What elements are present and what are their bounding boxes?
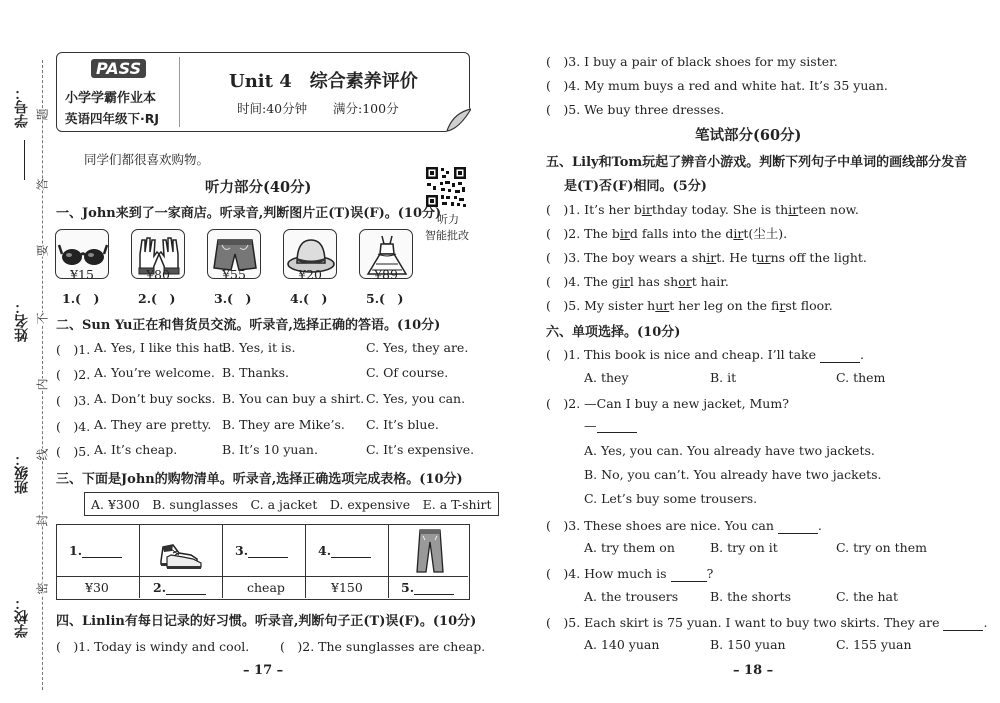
table-cell: ¥30 bbox=[85, 580, 109, 595]
student-id-line bbox=[24, 140, 25, 180]
section3-title: 三、下面是John的购物清单。听录音,选择正确选项完成表格。(10分) bbox=[56, 472, 463, 487]
price-3: ¥55 bbox=[222, 267, 246, 282]
shopping-table bbox=[56, 524, 470, 600]
blank-line bbox=[414, 582, 454, 595]
blank-line bbox=[166, 582, 206, 595]
s2-q4-a: A. They are pretty. bbox=[94, 417, 212, 432]
intro-text: 同学们都很喜欢购物。 bbox=[84, 152, 210, 167]
table-cell: cheap bbox=[247, 580, 285, 595]
s6-q1-b: B. it bbox=[710, 370, 737, 385]
blank-line bbox=[943, 618, 983, 631]
section1-title: 一、John来到了一家商店。听录音,判断图片正(T)误(F)。(10分) bbox=[56, 206, 442, 221]
s2-q3-c: C. Yes, you can. bbox=[366, 391, 466, 406]
s2-q5-a: A. It’s cheap. bbox=[94, 442, 178, 457]
section6-title: 六、单项选择。(10分) bbox=[546, 325, 681, 340]
price-5: ¥89 bbox=[374, 267, 398, 282]
seal-char: 要 bbox=[35, 244, 50, 257]
table-cell[interactable] bbox=[69, 543, 122, 558]
qr-caption-1: 听力 bbox=[437, 213, 459, 226]
s2-q2-a: A. You’re welcome. bbox=[94, 365, 215, 380]
sneakers-icon bbox=[157, 531, 205, 571]
cell-number: 1. bbox=[69, 543, 83, 558]
s6-q4-a: A. the trousers bbox=[584, 589, 679, 604]
seal-char: 密 bbox=[35, 582, 50, 595]
answer-slot-1[interactable]: 1.( ) bbox=[62, 291, 100, 306]
price-1: ¥15 bbox=[70, 267, 94, 282]
table-cell[interactable] bbox=[401, 580, 454, 595]
table-row-divider bbox=[57, 576, 468, 577]
s2-q2-c: C. Of course. bbox=[366, 365, 449, 380]
s4-q2[interactable]: ( )2. The sunglasses are cheap. bbox=[280, 639, 486, 654]
s6-q1[interactable]: ( )1. This book is nice and cheap. I’ll take . bbox=[546, 347, 864, 362]
s2-q5-c: C. It’s expensive. bbox=[366, 442, 475, 457]
qr-caption-2: 智能批改 bbox=[425, 229, 469, 242]
answer-slot-5[interactable]: 5.( ) bbox=[366, 291, 404, 306]
blank-line bbox=[671, 569, 707, 582]
table-col-divider bbox=[388, 525, 389, 598]
class-label: 班级： bbox=[14, 452, 30, 494]
seal-char: 封 bbox=[35, 514, 50, 527]
student-id-label: 学号： bbox=[14, 86, 30, 128]
name-label: 姓名： bbox=[14, 300, 30, 342]
time-limit: 时间:40分钟 bbox=[237, 101, 308, 116]
school-label: 学校： bbox=[14, 596, 30, 638]
price-4: ¥20 bbox=[298, 267, 322, 282]
s2-q1-num[interactable]: ( )1. bbox=[56, 342, 91, 357]
s2-q2-b: B. Thanks. bbox=[222, 365, 289, 380]
brand-name: 小学学霸作业本 bbox=[65, 91, 157, 106]
grade-label: 英语四年级下·RJ bbox=[65, 111, 160, 126]
s4-q4[interactable]: ( )4. My mum buys a red and white hat. It’s 35 yuan. bbox=[546, 78, 888, 93]
underlined-sound: ir bbox=[706, 250, 717, 265]
answer-slot-4[interactable]: 4.( ) bbox=[290, 291, 328, 306]
pass-logo: PASS bbox=[91, 59, 146, 78]
cell-number: 4. bbox=[318, 543, 332, 558]
s2-q3-a: A. Don’t buy socks. bbox=[94, 391, 216, 406]
seal-char: 题 bbox=[35, 108, 50, 121]
cell-number: 3. bbox=[235, 543, 249, 558]
table-cell[interactable] bbox=[235, 543, 288, 558]
answer-slot-2[interactable]: 2.( ) bbox=[138, 291, 176, 306]
s6-q4[interactable]: ( )4. How much is ? bbox=[546, 566, 714, 581]
header-divider bbox=[179, 57, 180, 127]
s2-q3-num[interactable]: ( )3. bbox=[56, 393, 91, 408]
table-cell[interactable] bbox=[318, 543, 371, 558]
underlined-sound: ir bbox=[733, 226, 744, 241]
s6-q5-b: B. 150 yuan bbox=[710, 637, 786, 652]
blank-line bbox=[248, 545, 288, 558]
s5-row-2[interactable]: ( )2. The bird falls into the dirt(尘土). bbox=[546, 226, 788, 241]
s2-q5-num[interactable]: ( )5. bbox=[56, 444, 91, 459]
header-box bbox=[56, 52, 470, 132]
underlined-sound: ir bbox=[619, 226, 630, 241]
s5-row-4[interactable]: ( )4. The girl has short hair. bbox=[546, 274, 729, 289]
s5-row-5[interactable]: ( )5. My sister hurt her leg on the first floor. bbox=[546, 298, 833, 313]
s2-q2-num[interactable]: ( )2. bbox=[56, 367, 91, 382]
cell-number: 5. bbox=[401, 580, 415, 595]
s4-q5[interactable]: ( )5. We buy three dresses. bbox=[546, 102, 725, 117]
s2-q5-b: B. It’s 10 yuan. bbox=[222, 442, 318, 457]
section5-title-line2: 是(T)否(F)相同。(5分) bbox=[564, 179, 707, 194]
seal-char: 线 bbox=[35, 448, 50, 461]
blank-line bbox=[82, 545, 122, 558]
s2-q4-c: C. It’s blue. bbox=[366, 417, 439, 432]
s6-q3-a: A. try them on bbox=[584, 540, 675, 555]
s6-q2-a: A. Yes, you can. You already have two jackets. bbox=[584, 443, 875, 458]
options-box: A. ¥300 B. sunglasses C. a jacket D. expensive E. a T-shirt bbox=[84, 492, 499, 516]
underlined-sound: ur bbox=[756, 250, 771, 265]
s6-q2-b: B. No, you can’t. You already have two jackets. bbox=[584, 467, 882, 482]
s5-row-1[interactable]: ( )1. It’s her birthday today. She is thirteen now. bbox=[546, 202, 859, 217]
binding-line bbox=[42, 60, 43, 690]
price-2: ¥80 bbox=[146, 267, 170, 282]
underlined-sound: ir bbox=[779, 298, 786, 313]
s6-q4-c: C. the hat bbox=[836, 589, 899, 604]
s6-q1-c: C. them bbox=[836, 370, 886, 385]
page-number-left: – 17 – bbox=[243, 663, 284, 678]
underlined-sound: or bbox=[678, 274, 692, 289]
underlined-sound: ir bbox=[619, 274, 630, 289]
full-score: 满分:100分 bbox=[333, 101, 399, 116]
s5-row-3[interactable]: ( )3. The boy wears a shirt. He turns off the light. bbox=[546, 250, 867, 265]
s2-q3-b: B. You can buy a shirt. bbox=[222, 391, 365, 406]
jeans-icon bbox=[415, 528, 445, 574]
listening-title: 听力部分(40分) bbox=[205, 179, 312, 196]
section2-title: 二、Sun Yu正在和售货员交流。听录音,选择正确的答语。(10分) bbox=[56, 318, 441, 333]
table-col-divider bbox=[222, 525, 223, 598]
seal-char: 内 bbox=[35, 378, 50, 391]
s2-q4-b: B. They are Mike’s. bbox=[222, 417, 345, 432]
s6-q1-a: A. they bbox=[584, 370, 629, 385]
page-title: Unit 4 综合素养评价 bbox=[229, 71, 418, 92]
answer-slot-3[interactable]: 3.( ) bbox=[214, 291, 252, 306]
blank-line bbox=[820, 350, 860, 363]
blank-line bbox=[597, 420, 637, 433]
s6-q3-b: B. try on it bbox=[710, 540, 778, 555]
s4-q3[interactable]: ( )3. I buy a pair of black shoes for my sister. bbox=[546, 54, 838, 69]
s6-q2-c: C. Let’s buy some trousers. bbox=[584, 491, 758, 506]
s6-q3[interactable]: ( )3. These shoes are nice. You can . bbox=[546, 518, 822, 533]
section5-title-line1: 五、Lily和Tom玩起了辨音小游戏。判断下列句子中单词的画线部分发音 bbox=[546, 155, 968, 170]
s6-q5[interactable]: ( )5. Each skirt is 75 yuan. I want to buy two skirts. They are . bbox=[546, 615, 988, 630]
s6-q2-answer[interactable]: — bbox=[584, 418, 637, 433]
table-cell: ¥150 bbox=[331, 580, 363, 595]
page-curl-icon bbox=[445, 107, 471, 133]
s2-q1-a: A. Yes, I like this hat. bbox=[94, 340, 228, 355]
s6-q3-c: C. try on them bbox=[836, 540, 927, 555]
s6-q4-b: B. the shorts bbox=[710, 589, 791, 604]
s6-q5-a: A. 140 yuan bbox=[584, 637, 660, 652]
table-col-divider bbox=[305, 525, 306, 598]
table-cell[interactable] bbox=[153, 580, 206, 595]
underlined-sound: ur bbox=[655, 298, 670, 313]
seal-char: 答 bbox=[35, 178, 50, 191]
underlined-sound: ir bbox=[641, 202, 652, 217]
s2-q1-c: C. Yes, they are. bbox=[366, 340, 469, 355]
s6-q5-c: C. 155 yuan bbox=[836, 637, 912, 652]
section4-title: 四、Linlin有每日记录的好习惯。听录音,判断句子正(T)误(F)。(10分) bbox=[56, 614, 477, 629]
underlined-sound: ir bbox=[788, 202, 799, 217]
written-title: 笔试部分(60分) bbox=[695, 127, 802, 144]
page-number-right: – 18 – bbox=[733, 663, 774, 678]
blank-line bbox=[778, 521, 818, 534]
s6-q2[interactable]: ( )2. —Can I buy a new jacket, Mum? bbox=[546, 396, 789, 411]
blank-line bbox=[331, 545, 371, 558]
table-col-divider bbox=[139, 525, 140, 598]
cell-number: 2. bbox=[153, 580, 167, 595]
s2-q1-b: B. Yes, it is. bbox=[222, 340, 296, 355]
s2-q4-num[interactable]: ( )4. bbox=[56, 419, 91, 434]
seal-char: 不 bbox=[35, 312, 50, 325]
s4-q1[interactable]: ( )1. Today is windy and cool. bbox=[56, 639, 250, 654]
